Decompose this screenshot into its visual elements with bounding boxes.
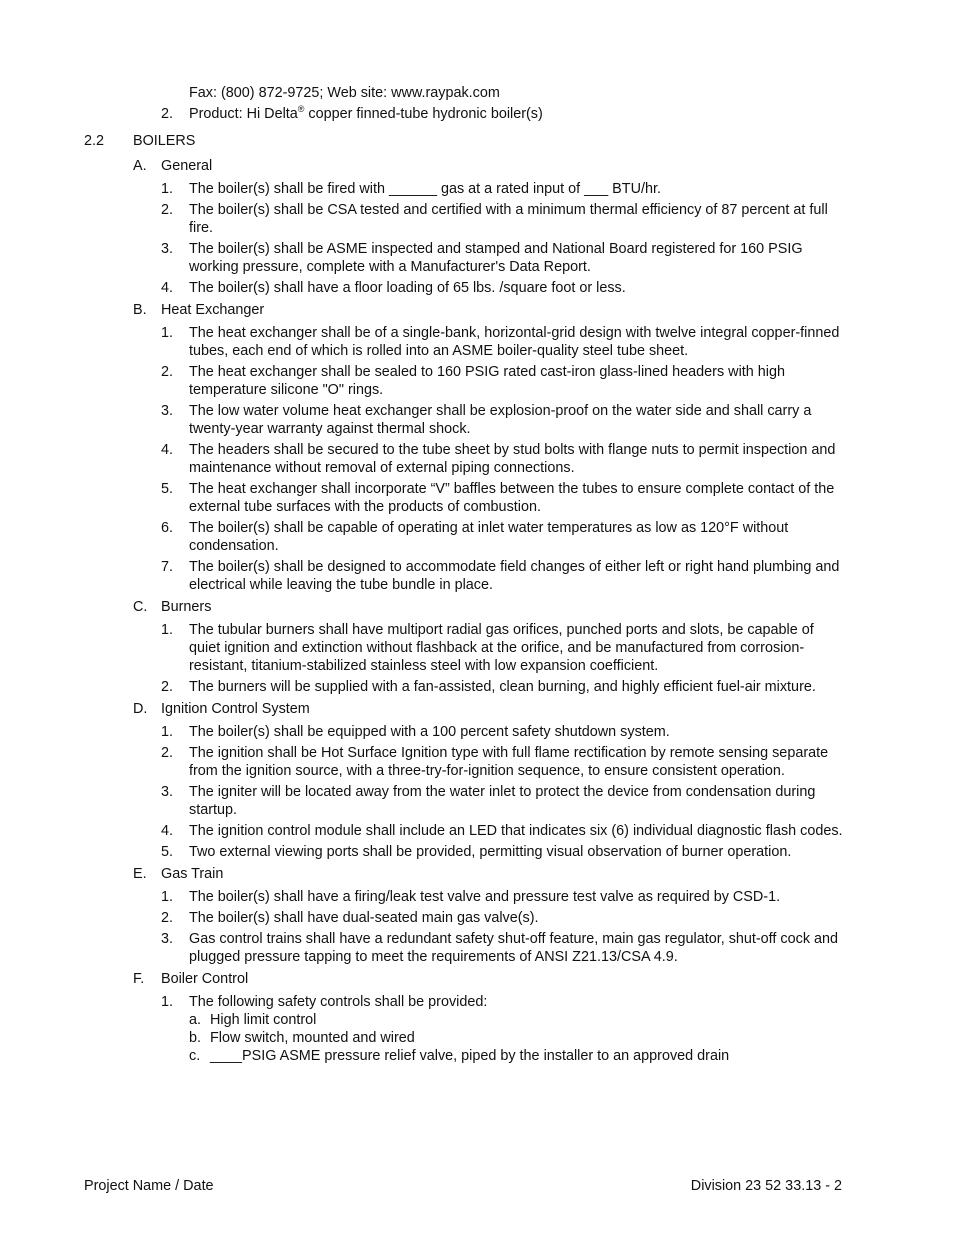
subsection-title: Boiler Control bbox=[161, 971, 249, 987]
list-item bbox=[0, 993, 954, 1011]
list-item bbox=[0, 558, 954, 594]
list-item-number: 2. bbox=[161, 364, 174, 380]
subsection-letter: B. bbox=[133, 302, 147, 318]
list-item bbox=[0, 180, 954, 198]
list-item-text: The boiler(s) shall have a floor loading of 65 lbs. /square foot or less. bbox=[189, 280, 626, 296]
subsection bbox=[0, 300, 954, 597]
list-item bbox=[0, 441, 954, 477]
list-item-number: 1. bbox=[161, 994, 174, 1010]
list-item-number: 1. bbox=[161, 622, 174, 638]
list-item-text: The ignition shall be Hot Surface Ignition type with full flame rectification by remote sensing separate from the ignition source, with a three-try-for-ignition sequence, to ensure consistent operation. bbox=[189, 745, 829, 779]
list-item-number: 7. bbox=[161, 559, 174, 575]
list-item bbox=[0, 402, 954, 438]
section-content bbox=[0, 156, 954, 1068]
list-item-text: The boiler(s) shall be capable of operating at inlet water temperatures as low as 120°F without condensation. bbox=[189, 520, 789, 554]
list-item-text: The boiler(s) shall have dual-seated main gas valve(s). bbox=[189, 910, 539, 926]
list-item bbox=[0, 843, 954, 861]
subsection-letter: D. bbox=[133, 701, 148, 717]
list-item-number: 2. bbox=[161, 910, 174, 926]
list-item-number: 4. bbox=[161, 280, 174, 296]
list-item-text: Two external viewing ports shall be provided, permitting visual observation of burner operation. bbox=[189, 844, 792, 860]
sub-list-item bbox=[0, 1011, 954, 1029]
list-item-number: 6. bbox=[161, 520, 174, 536]
subsection-heading bbox=[0, 597, 954, 618]
product-item-number: 2. bbox=[161, 106, 174, 122]
list-item-number: 1. bbox=[161, 724, 174, 740]
subsection bbox=[0, 699, 954, 864]
list-item-text: The igniter will be located away from the water inlet to protect the device from condensation during startup. bbox=[189, 784, 816, 818]
sub-list-item bbox=[0, 1029, 954, 1047]
registered-mark: ® bbox=[297, 104, 305, 114]
list-item-text: The boiler(s) shall have a firing/leak test valve and pressure test valve as required by CSD-1. bbox=[189, 889, 781, 905]
list-item-number: 5. bbox=[161, 481, 174, 497]
list-item-number: 1. bbox=[161, 325, 174, 341]
list-item bbox=[0, 363, 954, 399]
list-item bbox=[0, 888, 954, 906]
subsection bbox=[0, 597, 954, 699]
list-item bbox=[0, 621, 954, 675]
subsection-heading bbox=[0, 969, 954, 990]
list-item-number: 3. bbox=[161, 241, 174, 257]
list-item-text: Gas control trains shall have a redundant safety shut-off feature, main gas regulator, shut-off cock and plugged pressure tapping to meet the requirements of ANSI Z21.13/CSA 4.9. bbox=[189, 931, 839, 965]
subsection-title: Gas Train bbox=[161, 866, 224, 882]
subsection-letter: A. bbox=[133, 158, 147, 174]
subsection-title: Burners bbox=[161, 599, 212, 615]
product-item-prefix: Product: Hi Delta bbox=[189, 106, 298, 122]
list-item-text: The boiler(s) shall be CSA tested and certified with a minimum thermal efficiency of 87 percent at full fire. bbox=[189, 202, 828, 236]
list-item-text: The tubular burners shall have multiport radial gas orifices, punched ports and slots, be capable of quiet ignition and extinction without flashback at the orifice, and be manufactured from corrosion-resistant, titanium-stabilized stainless steel with low expansion coefficient. bbox=[189, 622, 814, 674]
list-item bbox=[0, 324, 954, 360]
sub-list-letter: b. bbox=[189, 1030, 202, 1046]
list-item bbox=[0, 783, 954, 819]
list-item-text: The boiler(s) shall be designed to accommodate field changes of either left or right hand plumbing and electrical while leaving the tube bundle in place. bbox=[189, 559, 840, 593]
sub-list-text: ____PSIG ASME pressure relief valve, piped by the installer to an approved drain bbox=[210, 1048, 730, 1064]
sub-list-letter: c. bbox=[189, 1048, 201, 1064]
list-item-number: 4. bbox=[161, 823, 174, 839]
list-item bbox=[0, 930, 954, 966]
subsection-title: Ignition Control System bbox=[161, 701, 310, 717]
product-item-suffix: copper finned-tube hydronic boiler(s) bbox=[304, 106, 543, 122]
list-item-text: The following safety controls shall be provided: bbox=[189, 994, 488, 1010]
list-item bbox=[0, 822, 954, 840]
sub-list-text: High limit control bbox=[210, 1012, 317, 1028]
list-item-text: The heat exchanger shall be sealed to 160 PSIG rated cast-iron glass-lined headers with high temperature silicone "O" rings. bbox=[189, 364, 785, 398]
sub-list-text: Flow switch, mounted and wired bbox=[210, 1030, 415, 1046]
list-item-text: The heat exchanger shall incorporate “V” baffles between the tubes to ensure complete contact of the external tube surfaces with the products of combustion. bbox=[189, 481, 835, 515]
subsection-title: General bbox=[161, 158, 213, 174]
list-item-text: The boiler(s) shall be equipped with a 100 percent safety shutdown system. bbox=[189, 724, 670, 740]
list-item bbox=[0, 519, 954, 555]
subsection-title: Heat Exchanger bbox=[161, 302, 265, 318]
product-item bbox=[189, 105, 543, 123]
subsection-heading bbox=[0, 864, 954, 885]
list-item-number: 3. bbox=[161, 931, 174, 947]
subsection-letter: E. bbox=[133, 866, 147, 882]
footer-division: Division 23 52 33.13 - 2 bbox=[690, 1178, 842, 1194]
subsection bbox=[0, 156, 954, 300]
subsection-heading bbox=[0, 699, 954, 720]
list-item bbox=[0, 678, 954, 696]
list-item-text: The headers shall be secured to the tube sheet by stud bolts with flange nuts to permit inspection and maintenance without removal of external piping connections. bbox=[189, 442, 836, 476]
list-item bbox=[0, 279, 954, 297]
list-item-text: The burners will be supplied with a fan-assisted, clean burning, and highly efficient fuel-air mixture. bbox=[189, 679, 816, 695]
subsection-letter: F. bbox=[133, 971, 145, 987]
subsection-heading bbox=[0, 156, 954, 177]
list-item-text: The ignition control module shall include an LED that indicates six (6) individual diagnostic flash codes. bbox=[189, 823, 843, 839]
list-item bbox=[0, 909, 954, 927]
subsection bbox=[0, 864, 954, 969]
section-number: 2.2 bbox=[84, 133, 105, 149]
list-item-number: 1. bbox=[161, 889, 174, 905]
list-item-number: 3. bbox=[161, 784, 174, 800]
list-item-number: 1. bbox=[161, 181, 174, 197]
list-item-number: 2. bbox=[161, 745, 174, 761]
list-item-number: 5. bbox=[161, 844, 174, 860]
list-item-number: 3. bbox=[161, 403, 174, 419]
sub-list-item bbox=[0, 1047, 954, 1065]
sub-list-letter: a. bbox=[189, 1012, 202, 1028]
subsection-heading bbox=[0, 300, 954, 321]
list-item-number: 4. bbox=[161, 442, 174, 458]
section-title: BOILERS bbox=[133, 133, 196, 149]
list-item bbox=[0, 744, 954, 780]
list-item bbox=[0, 480, 954, 516]
subsection-letter: C. bbox=[133, 599, 148, 615]
list-item-text: The heat exchanger shall be of a single-bank, horizontal-grid design with twelve integral copper-finned tubes, each end of which is rolled into an ASME boiler-quality steel tube sheet. bbox=[189, 325, 840, 359]
list-item-number: 2. bbox=[161, 202, 174, 218]
list-item bbox=[0, 240, 954, 276]
fax-website-line: Fax: (800) 872-9725; Web site: www.raypak.com bbox=[189, 85, 500, 101]
list-item-text: The boiler(s) shall be ASME inspected and stamped and National Board registered for 160 PSIG working pressure, complete with a Manufacturer's Data Report. bbox=[189, 241, 803, 275]
list-item-number: 2. bbox=[161, 679, 174, 695]
subsection bbox=[0, 969, 954, 1068]
footer-project: Project Name / Date bbox=[84, 1178, 214, 1194]
list-item-text: The boiler(s) shall be fired with ______ gas at a rated input of ___ BTU/hr. bbox=[189, 181, 661, 197]
list-item-text: The low water volume heat exchanger shall be explosion-proof on the water side and shall carry a twenty-year warranty against thermal shock. bbox=[189, 403, 812, 437]
list-item bbox=[0, 723, 954, 741]
list-item bbox=[0, 201, 954, 237]
